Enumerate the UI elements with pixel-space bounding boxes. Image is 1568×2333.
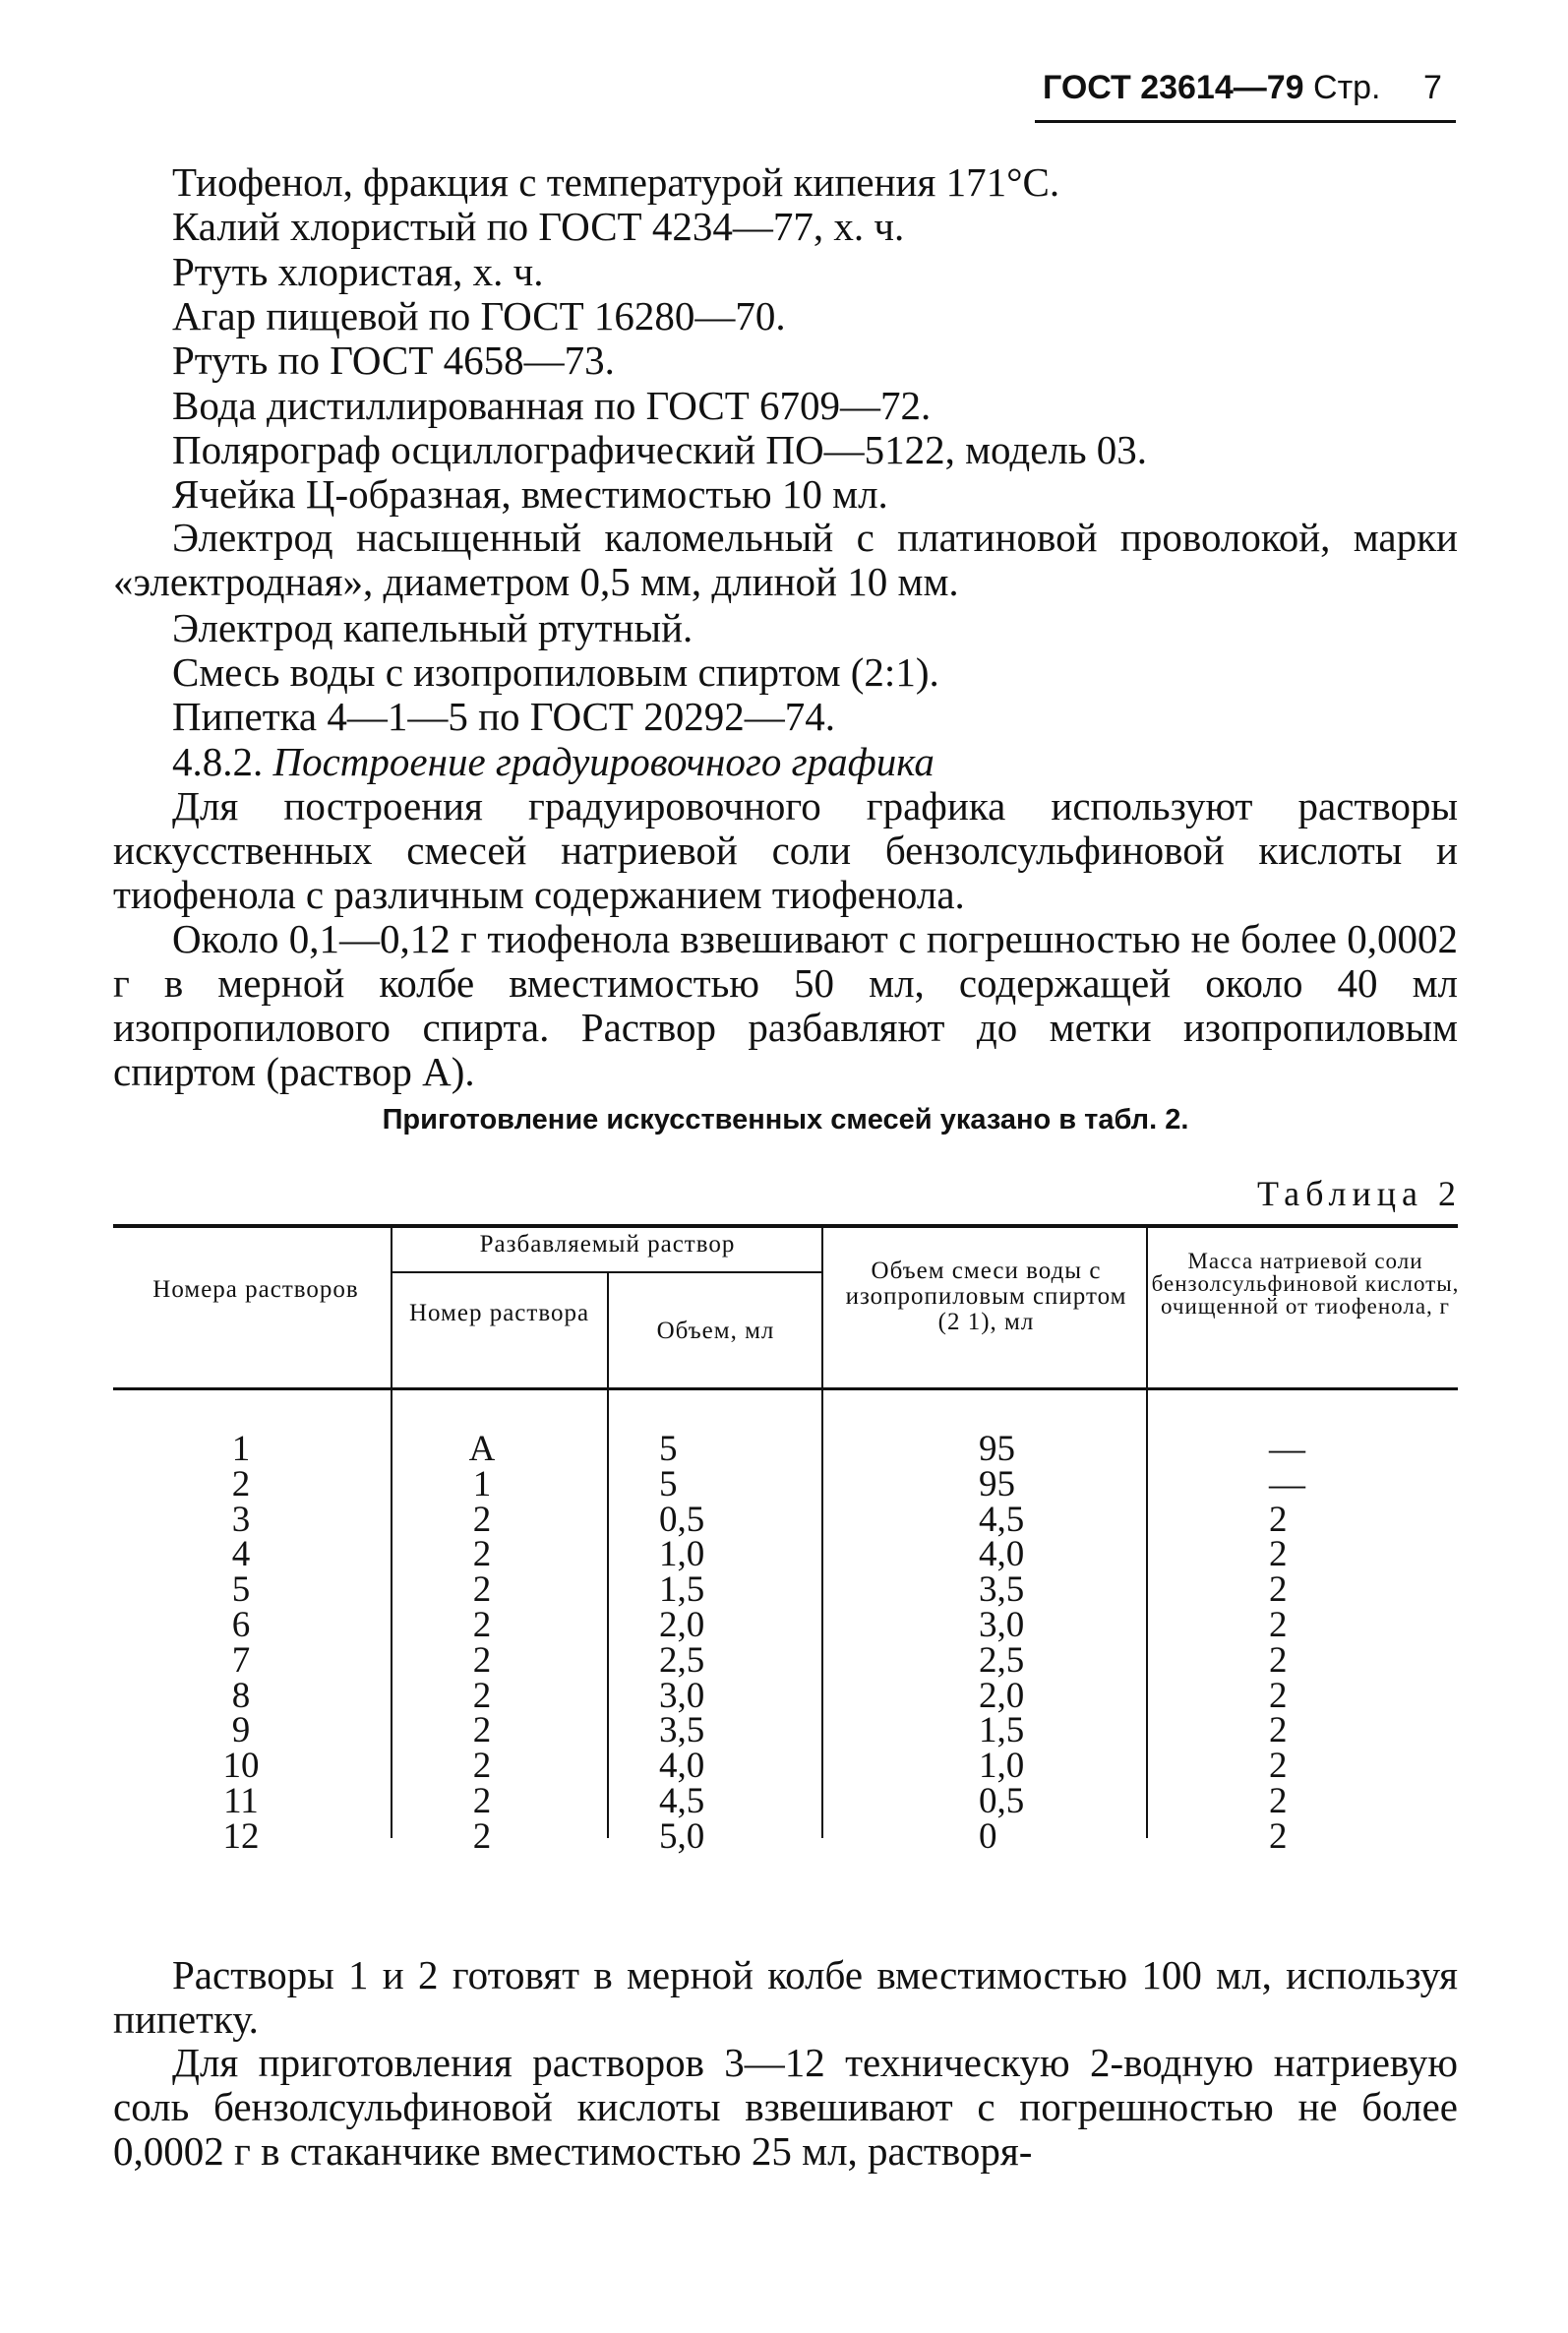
table-cell: 2 bbox=[472, 1815, 492, 1857]
table-cell: 1,0 bbox=[659, 1534, 705, 1575]
column-divider bbox=[821, 1228, 823, 1838]
table-cell: 2 bbox=[1269, 1780, 1288, 1821]
material-line: Электрод капельный ртутный. bbox=[172, 605, 694, 650]
table-cell: А bbox=[468, 1429, 496, 1469]
material-line: Агар пищевой по ГОСТ 16280—70. bbox=[172, 293, 786, 338]
paragraph-2: Около 0,1—0,12 г тиофенола взвешивают с погрешностью не более 0,0002 г в мерной колбе вместимостью 50 мл, содержащей около 40 мл изопропилового спирта. Раствор разбавляют до метки изопропиловым спиртом (раствор А). bbox=[113, 916, 1458, 1094]
table-cell: 2 bbox=[472, 1639, 492, 1681]
material-line: Калий хлористый по ГОСТ 4234—77, х. ч. bbox=[172, 204, 905, 249]
table-cell: 2 bbox=[472, 1710, 492, 1751]
table-cell: 95 bbox=[979, 1463, 1015, 1504]
header-rule bbox=[1035, 120, 1456, 123]
page-number: 7 bbox=[1422, 69, 1442, 106]
table-cell: 2 bbox=[472, 1499, 492, 1540]
section-heading bbox=[172, 740, 935, 783]
material-line: Полярограф осциллографический ПО—5122, модель 03. bbox=[172, 427, 1148, 472]
table-cell: 1,5 bbox=[979, 1710, 1025, 1751]
table-cell: 6 bbox=[231, 1604, 251, 1645]
column-divider bbox=[1146, 1228, 1148, 1838]
gost-number: ГОСТ 23614—79 bbox=[1043, 69, 1304, 106]
table-cell: 3,0 bbox=[659, 1675, 705, 1716]
table-cell: 2 bbox=[1269, 1604, 1288, 1645]
table-cell: 2 bbox=[1269, 1746, 1288, 1787]
table-cell: 0,5 bbox=[659, 1499, 705, 1540]
table-cell: 2 bbox=[472, 1604, 492, 1645]
table-cell: 1,5 bbox=[659, 1569, 705, 1611]
table-cell: 3,5 bbox=[979, 1569, 1025, 1611]
column-volume bbox=[659, 1429, 757, 1857]
table-cell: 2,5 bbox=[979, 1639, 1025, 1681]
page-label: Стр. bbox=[1313, 69, 1381, 106]
table-cell: 11 bbox=[223, 1780, 259, 1821]
material-line: Ртуть хлористая, х. ч. bbox=[172, 249, 544, 294]
table-cell: — bbox=[1269, 1429, 1305, 1469]
electrode-paragraph: Электрод насыщенный каломельный с платиновой проволокой, марки «электродная», диаметром 0,5 мм, длиной 10 мм. bbox=[113, 515, 1458, 604]
column-salt-mass bbox=[1269, 1429, 1348, 1857]
table-cell: 3,5 bbox=[659, 1710, 705, 1751]
table-cell: 4,0 bbox=[979, 1534, 1025, 1575]
table-cell: 4,5 bbox=[979, 1499, 1025, 1540]
table-cell: 2 bbox=[1269, 1534, 1288, 1575]
material-line: Вода дистиллированная по ГОСТ 6709—72. bbox=[172, 383, 932, 428]
table-cell: 2 bbox=[472, 1780, 492, 1821]
header-bottom-rule bbox=[113, 1387, 1458, 1390]
table-top-rule bbox=[113, 1224, 1458, 1228]
table-cell: 3 bbox=[231, 1499, 251, 1540]
section-title: Построение градуировочного графика bbox=[272, 739, 935, 784]
table-cell: 5 bbox=[231, 1569, 251, 1611]
table-cell: 2 bbox=[1269, 1639, 1288, 1681]
table-cell: 12 bbox=[222, 1815, 260, 1857]
column-solution-numbers bbox=[172, 1429, 310, 1857]
table-cell: 2,0 bbox=[979, 1675, 1025, 1716]
table-cell: 1 bbox=[231, 1429, 251, 1469]
table-cell: 4,0 bbox=[659, 1746, 705, 1787]
table-cell: 95 bbox=[979, 1429, 1015, 1469]
table-cell: — bbox=[1269, 1463, 1305, 1504]
header-solution-number: Номер раствора bbox=[408, 1300, 590, 1326]
column-mixture-volume bbox=[979, 1429, 1077, 1857]
table-cell: 2 bbox=[1269, 1710, 1288, 1751]
table-label: Таблица 2 bbox=[1257, 1174, 1462, 1213]
table-cell: 2,5 bbox=[659, 1639, 705, 1681]
table-cell: 2 bbox=[472, 1569, 492, 1611]
column-divider bbox=[391, 1228, 392, 1838]
table-cell: 2 bbox=[1269, 1815, 1288, 1857]
table-cell: 8 bbox=[231, 1675, 251, 1716]
material-line: Ячейка Ц-образная, вместимостью 10 мл. bbox=[172, 471, 888, 517]
table-cell: 10 bbox=[222, 1746, 260, 1787]
table-cell: 5 bbox=[659, 1463, 678, 1504]
table-cell: 2 bbox=[1269, 1499, 1288, 1540]
table-cell: 4,5 bbox=[659, 1780, 705, 1821]
header-mixture-volume: Объем смеси воды с изопропиловым спиртом (2 1), мл bbox=[845, 1258, 1127, 1335]
header-solution-numbers: Номера растворов bbox=[152, 1276, 359, 1303]
table-cell: 3,0 bbox=[979, 1604, 1025, 1645]
table-cell: 2 bbox=[472, 1534, 492, 1575]
table-cell: 2 bbox=[1269, 1675, 1288, 1716]
table-cell: 1 bbox=[472, 1463, 492, 1504]
table-cell: 0 bbox=[979, 1815, 997, 1857]
material-line: Тиофенол, фракция с температурой кипения 171°С. bbox=[172, 159, 1060, 205]
column-divider bbox=[607, 1272, 609, 1838]
table-cell: 9 bbox=[231, 1710, 251, 1751]
table-cell: 2 bbox=[1269, 1569, 1288, 1611]
header-volume: Объем, мл bbox=[656, 1318, 775, 1344]
header-diluted-solution: Разбавляемый раствор bbox=[479, 1231, 736, 1258]
page-header bbox=[1043, 69, 1456, 107]
table-cell: 2 bbox=[472, 1746, 492, 1787]
paragraph-4: Для приготовления растворов 3—12 техническую 2-водную натриевую соль бензолсульфиновой кислоты взвешивают с погрешностью не более 0,0002 г в стаканчике вместимостью 25 мл, растворя- bbox=[113, 2040, 1458, 2174]
table-cell: 2 bbox=[472, 1675, 492, 1716]
table-cell: 1,0 bbox=[979, 1746, 1025, 1787]
table-cell: 2 bbox=[231, 1463, 251, 1504]
section-number: 4.8.2. bbox=[172, 739, 264, 784]
table-cell: 7 bbox=[231, 1639, 251, 1681]
table-cell: 2,0 bbox=[659, 1604, 705, 1645]
table-cell: 4 bbox=[231, 1534, 251, 1575]
paragraph-1: Для построения градуировочного графика используют растворы искусственных смесей натриевой соли бензолсульфиновой кислоты и тиофенола с различным содержанием тиофенола. bbox=[113, 783, 1458, 917]
header-salt-mass: Масса натриевой соли бензолсульфиновой кислоты, очищенной от тиофенола, г bbox=[1151, 1249, 1460, 1319]
material-line: Ртуть по ГОСТ 4658—73. bbox=[172, 338, 615, 383]
column-source-solution bbox=[423, 1429, 541, 1857]
table-cell: 5,0 bbox=[659, 1815, 705, 1857]
table-caption: Приготовление искусственных смесей указано в табл. 2. bbox=[382, 1104, 1189, 1136]
material-line: Пипетка 4—1—5 по ГОСТ 20292—74. bbox=[172, 694, 835, 739]
table-cell: 5 bbox=[659, 1429, 678, 1469]
table-cell: 0,5 bbox=[979, 1780, 1025, 1821]
paragraph-3: Растворы 1 и 2 готовят в мерной колбе вместимостью 100 мл, используя пипетку. bbox=[113, 1952, 1458, 2042]
material-line: Смесь воды с изопропиловым спиртом (2:1). bbox=[172, 649, 939, 695]
